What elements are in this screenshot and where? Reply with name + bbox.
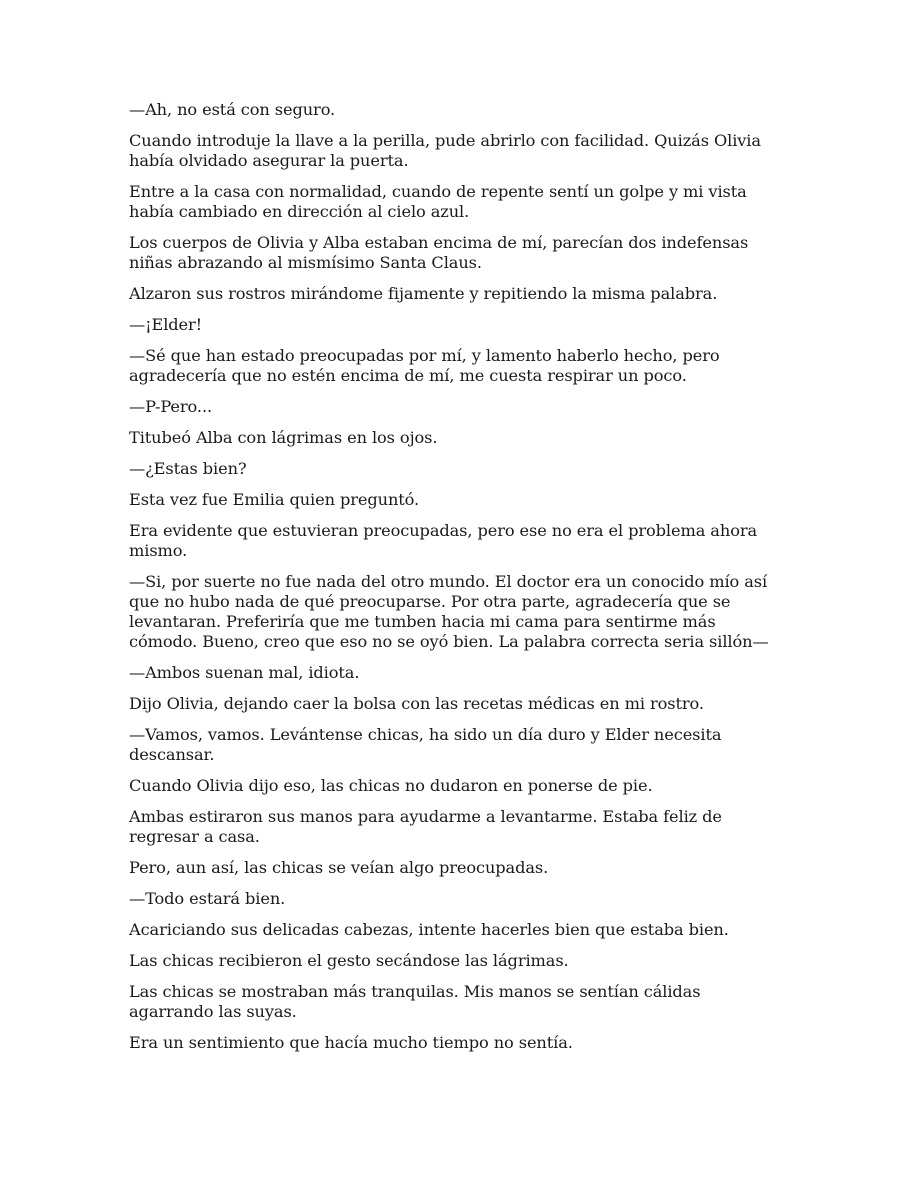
paragraph: —Sé que han estado preocupadas por mí, y lamento haberlo hecho, pero agradecería que no estén encima de mí, me cuesta respirar un poco. xyxy=(129,346,720,385)
paragraph: —¿Estas bien? xyxy=(129,459,247,478)
paragraph: Alzaron sus rostros mirándome fijamente y repitiendo la misma palabra. xyxy=(129,284,718,303)
paragraph: —Vamos, vamos. Levántense chicas, ha sido un día duro y Elder necesita descansar. xyxy=(129,725,722,764)
paragraph: Era evidente que estuvieran preocupadas, pero ese no era el problema ahora mismo. xyxy=(129,521,758,560)
paragraph: Cuando introduje la llave a la perilla, pude abrirlo con facilidad. Quizás Olivia había olvidado asegurar la puerta. xyxy=(129,131,761,170)
paragraph: Las chicas recibieron el gesto secándose las lágrimas. xyxy=(129,951,569,970)
paragraph: —Ah, no está con seguro. xyxy=(129,100,336,119)
paragraph: —Todo estará bien. xyxy=(129,889,286,908)
paragraph: —Si, por suerte no fue nada del otro mundo. El doctor era un conocido mío así que no hubo nada de qué preocuparse. Por otra parte, agradecería que se levantaran. Preferiría que me tumben hacia mi cama para sentirme más cómodo. Bueno, creo que eso no se oyó bien. La palabra correcta seria sillón— xyxy=(129,572,769,651)
paragraph: —¡Elder! xyxy=(129,315,203,334)
paragraph: Las chicas se mostraban más tranquilas. Mis manos se sentían cálidas agarrando las suyas. xyxy=(129,982,701,1021)
body-text xyxy=(129,100,779,1064)
paragraph: —Ambos suenan mal, idiota. xyxy=(129,663,360,682)
paragraph: Los cuerpos de Olivia y Alba estaban encima de mí, parecían dos indefensas niñas abrazando al mismísimo Santa Claus. xyxy=(129,233,749,272)
paragraph: Entre a la casa con normalidad, cuando de repente sentí un golpe y mi vista había cambiado en dirección al cielo azul. xyxy=(129,182,747,221)
paragraph: Era un sentimiento que hacía mucho tiempo no sentía. xyxy=(129,1033,573,1052)
paragraph: Ambas estiraron sus manos para ayudarme a levantarme. Estaba feliz de regresar a casa. xyxy=(129,807,722,846)
paragraph: —P-Pero... xyxy=(129,397,213,416)
paragraph: Pero, aun así, las chicas se veían algo preocupadas. xyxy=(129,858,549,877)
paragraph: Dijo Olivia, dejando caer la bolsa con las recetas médicas en mi rostro. xyxy=(129,694,704,713)
paragraph: Acariciando sus delicadas cabezas, intente hacerles bien que estaba bien. xyxy=(129,920,729,939)
paragraph: Cuando Olivia dijo eso, las chicas no dudaron en ponerse de pie. xyxy=(129,776,653,795)
paragraph: Titubeó Alba con lágrimas en los ojos. xyxy=(129,428,438,447)
paragraph: Esta vez fue Emilia quien preguntó. xyxy=(129,490,420,509)
